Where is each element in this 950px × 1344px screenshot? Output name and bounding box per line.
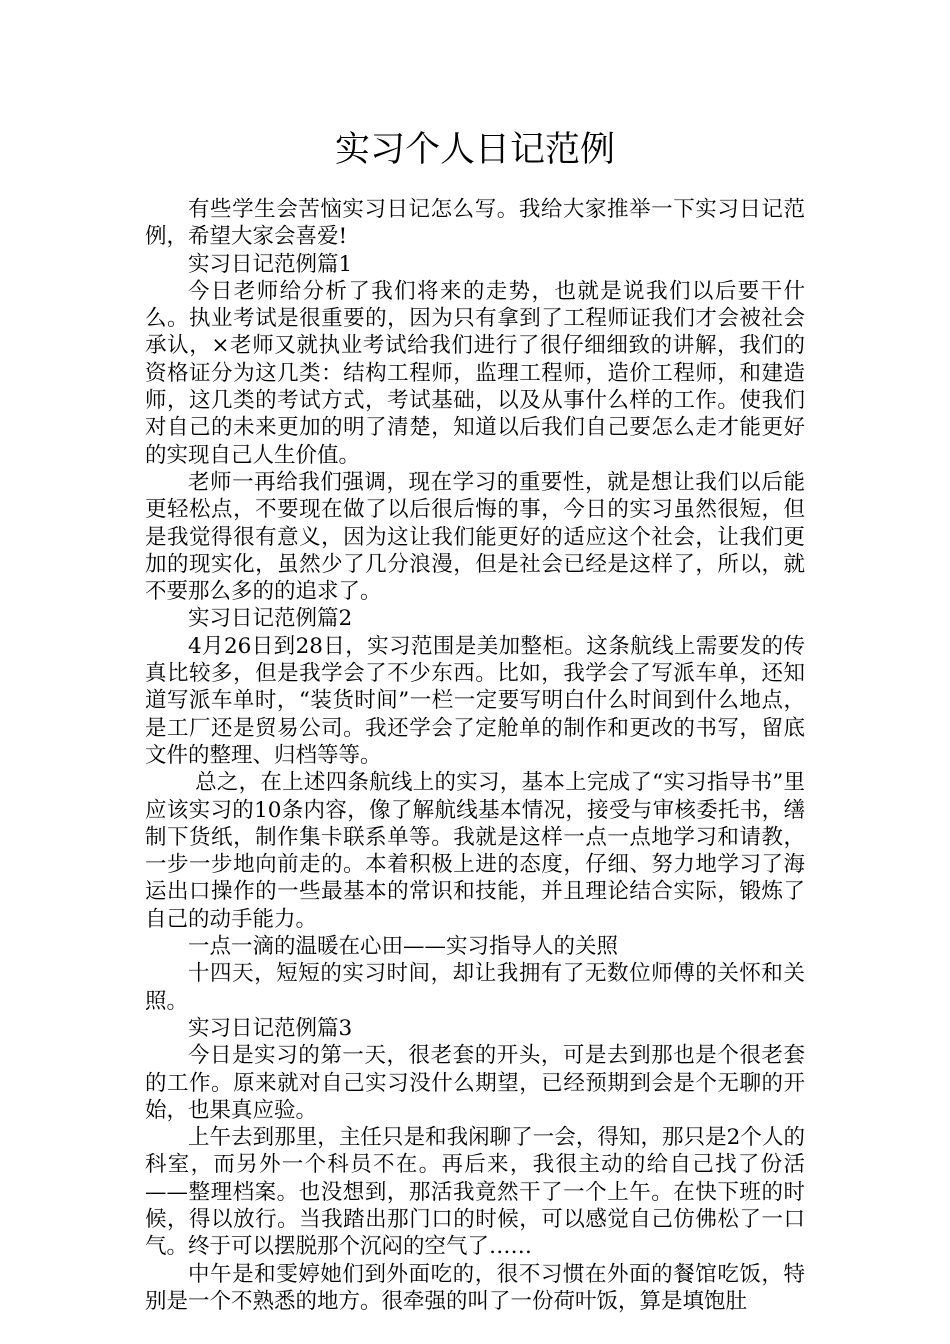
paragraph: 十四天，短短的实习时间，却让我拥有了无数位师傅的关怀和关照。 [145, 961, 805, 1014]
paragraph: 今日老师给分析了我们将来的走势，也就是说我们以后要干什么。执业考试是很重要的，因为只有拿到了工程师证我们才会被社会承认，×老师又就执业考试给我们进行了很仔细细致的讲解，我们的资格证分为这几类：结构工程师，监理工程师，造价工程师，和建造师，这几类的考试方式，考试基础，以及从事什么样的工作。使我们对自己的未来更加的明了清楚，知道以后我们自己要怎么走才能更好的实现自己人生价值。 [145, 278, 805, 468]
section-heading-2: 实习日记范例篇2 [188, 606, 353, 632]
document-body [145, 196, 805, 1315]
paragraph: 今日是实习的第一天，很老套的开头，可是去到那也是个很老套的工作。原来就对自己实习没什么期望，已经预期到会是个无聊的开始，也果真应验。 [145, 1043, 805, 1123]
paragraph: 上午去到那里，主任只是和我闲聊了一会，得知，那只是2个人的科室，而另外一个科员不在。再后来，我很主动的给自己找了份活——整理档案。也没想到，那活我竟然干了一个上午。在快下班的时候，得以放行。当我踏出那门口的时候，可以感觉自己仿佛松了一口气。终于可以摆脱那个沉闷的空气了…… [145, 1125, 805, 1260]
paragraph: 4月26日到28日，实习范围是美加整柜。这条航线上需要发的传真比较多，但是我学会了不少东西。比如，我学会了写派车单，还知道写派车单时，“装货时间”一栏一定要写明白什么时间到什么地点，是工厂还是贸易公司。我还学会了定舱单的制作和更改的书写，留底文件的整理、归档等等。 [145, 633, 805, 768]
paragraph: 中午是和雯婷她们到外面吃的，很不习惯在外面的餐馆吃饭，特别是一个不熟悉的地方。很牵强的叫了一份荷叶饭，算是填饱肚 [145, 1261, 805, 1314]
sub-heading: 一点一滴的温暖在心田——实习指导人的关照 [188, 934, 619, 960]
intro-paragraph: 有些学生会苦恼实习日记怎么写。我给大家推举一下实习日记范例，希望大家会喜爱! [145, 197, 805, 250]
paragraph: 老师一再给我们强调，现在学习的重要性，就是想让我们以后能更轻松点，不要现在做了以后很后悔的事，今日的实习虽然很短，但是我觉得很有意义，因为这让我们能更好的适应这个社会，让我们更加的现实化，虽然少了几分浪漫，但是社会已经是这样了，所以，就不要那么多的的追求了。 [145, 469, 805, 605]
paragraph: 总之，在上述四条航线上的实习，基本上完成了“实习指导书”里应该实习的10条内容，像了解航线基本情况，接受与审核委托书，缮制下货纸，制作集卡联系单等。我就是这样一点一点地学习和请教，一步一步地向前走的。本着积极上进的态度，仔细、努力地学习了海运出口操作的一些最基本的常识和技能，并且理论结合实际，锻炼了自己的动手能力。 [145, 770, 805, 932]
section-heading-3: 实习日记范例篇3 [188, 1015, 353, 1041]
section-heading-1: 实习日记范例篇1 [188, 251, 353, 277]
document-title: 实习个人日记范例 [334, 130, 615, 170]
